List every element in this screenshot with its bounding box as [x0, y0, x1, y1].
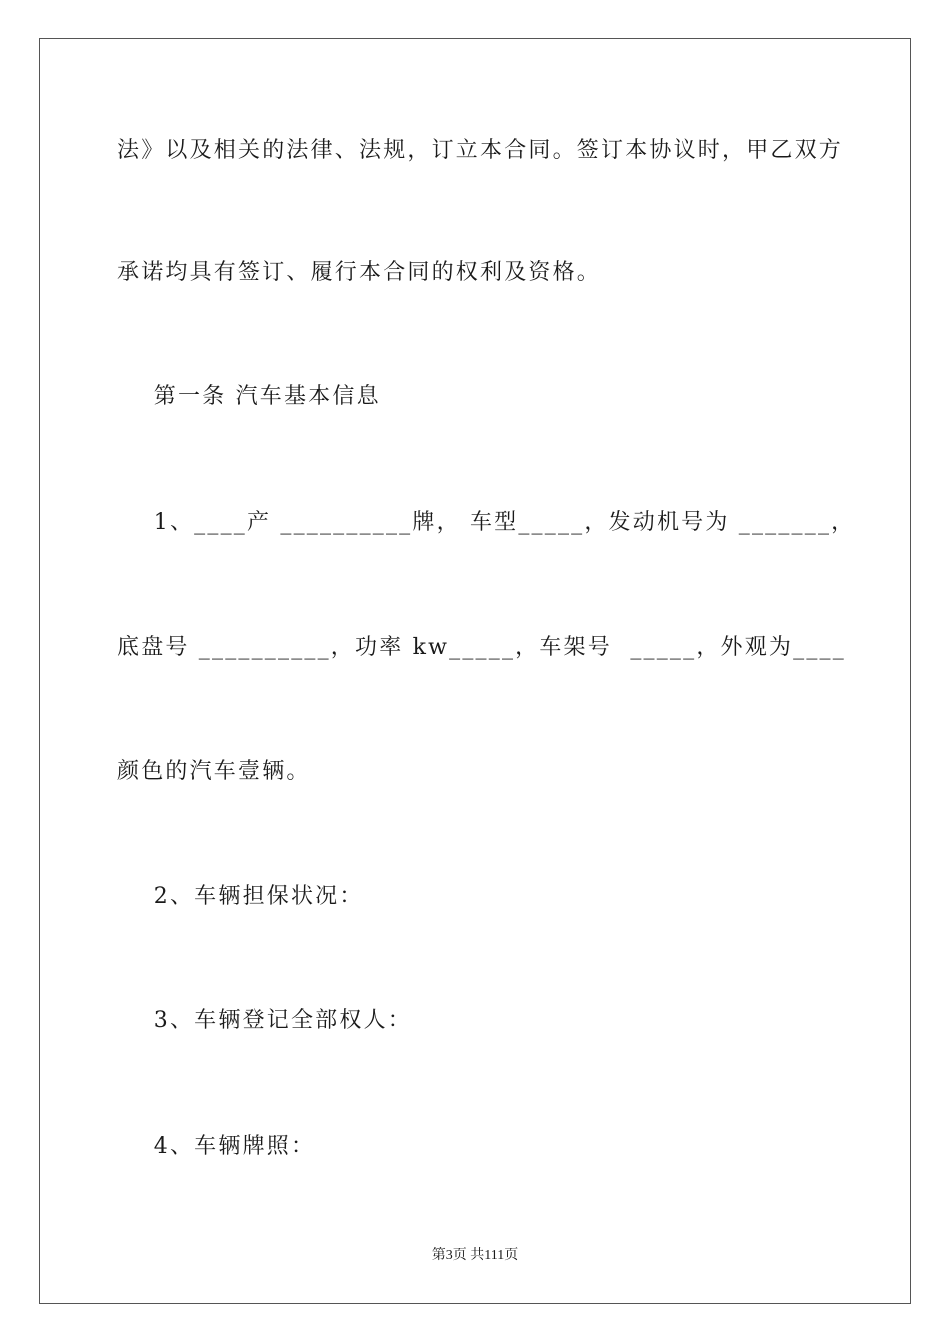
body-text-line-1: 法》以及相关的法律、法规，订立本合同。签订本协议时，甲乙双方 [117, 138, 844, 163]
body-text-line-item-3: 3、车辆登记全部权人： [117, 1008, 412, 1033]
body-text-line-item-1: 1、____产 __________牌， 车型_____，发动机号为 _______， [117, 510, 856, 535]
body-text-line-2: 承诺均具有签订、履行本合同的权利及资格。 [117, 260, 602, 285]
body-text-line-item-1-end: 颜色的汽车壹辆。 [117, 759, 311, 784]
body-text-line-item-1-cont: 底盘号 __________，功率 kw_____，车架号 _____，外观为____ [117, 635, 846, 660]
body-text-line-item-4: 4、车辆牌照： [117, 1134, 316, 1159]
article-heading: 第一条 汽车基本信息 [117, 384, 381, 409]
page-footer: 第3页 共111页 [431, 1248, 519, 1263]
body-text-line-item-2: 2、车辆担保状况： [117, 884, 364, 909]
page-border [39, 38, 911, 1304]
